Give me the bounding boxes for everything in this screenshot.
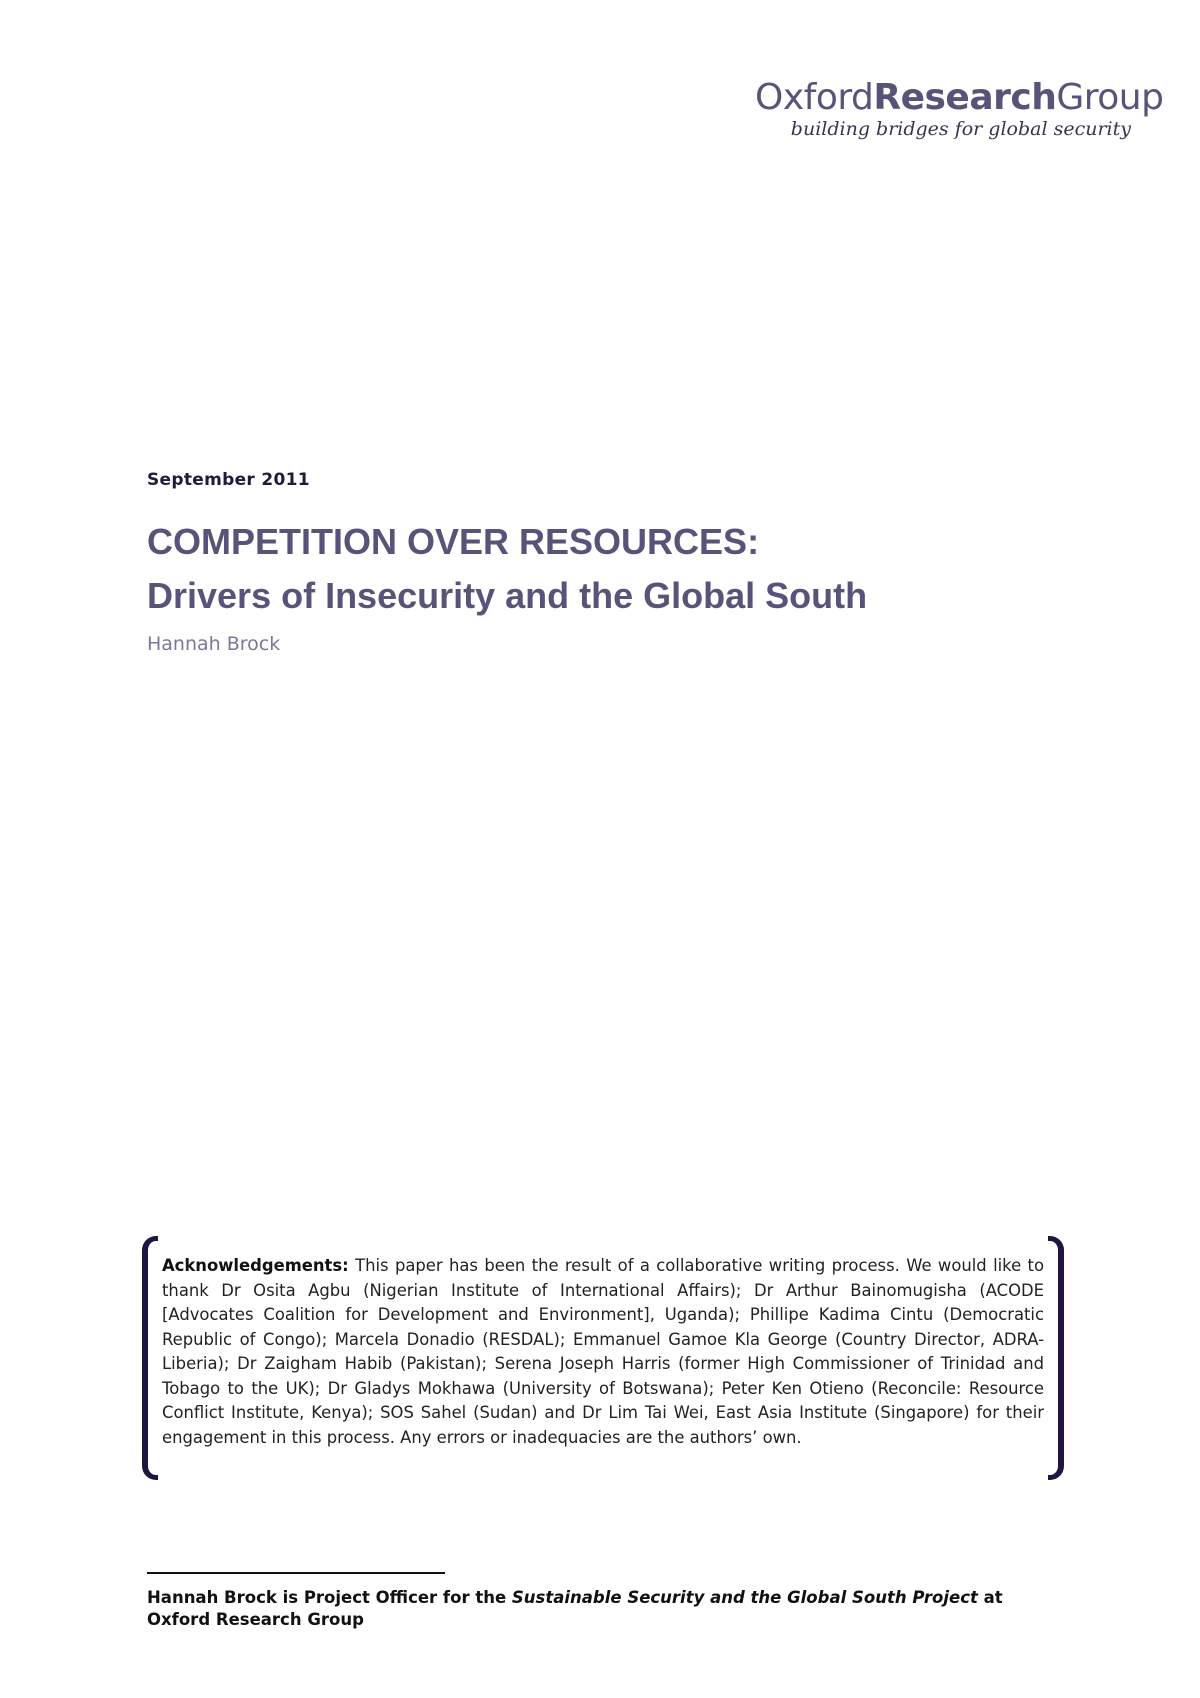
acknowledgements-text xyxy=(162,1254,1044,1450)
document-title xyxy=(147,515,867,623)
publication-date: September 2011 xyxy=(147,470,310,490)
title-line-2: Drivers of Insecurity and the Global South xyxy=(147,575,868,616)
title-line-1: COMPETITION OVER RESOURCES: xyxy=(147,521,760,562)
footnote-project-name: Sustainable Security and the Global South Project xyxy=(511,1588,978,1607)
logo-tagline: building bridges for global security xyxy=(790,118,1131,140)
logo-group: Group xyxy=(1056,77,1164,118)
author-footnote xyxy=(147,1587,1027,1631)
acknowledgements-label: Acknowledgements: xyxy=(162,1256,349,1275)
organization-logo xyxy=(755,77,1164,140)
logo-wordmark xyxy=(755,77,1164,118)
logo-research: Research xyxy=(873,77,1057,118)
footnote-divider xyxy=(147,1572,445,1574)
footnote-part-2: at Oxford Research Group xyxy=(147,1588,1003,1629)
logo-oxford: Oxford xyxy=(755,77,874,118)
author-name: Hannah Brock xyxy=(147,633,281,655)
left-bracket xyxy=(142,1236,158,1480)
acknowledgements-box xyxy=(142,1236,1064,1480)
acknowledgements-body: This paper has been the result of a collaborative writing process. We would like to thank Dr Osita Agbu (Nigerian Institute of International Affairs); Dr Arthur Bainomugisha (ACODE [Advocates Coalition for Development and Environment], Uganda); Phillipe Kadima Cintu (Democratic Republic of Congo); Marcela Donadio (RESDAL); Emmanuel Gamoe Kla George (Country Director, ADRA-Liberia); Dr Zaigham Habib (Pakistan); Serena Joseph Harris (former High Commissioner of Trinidad and Tobago to the UK); Dr Gladys Mokhawa (University of Botswana); Peter Ken Otieno (Reconcile: Resource Conflict Institute, Kenya); SOS Sahel (Sudan) and Dr Lim Tai Wei, East Asia Institute (Singapore) for their engagement in this process. Any errors or inadequacies are the authors’ own. xyxy=(162,1256,1044,1447)
footnote-part-1: Hannah Brock is Project Officer for the xyxy=(147,1588,512,1607)
right-bracket xyxy=(1048,1236,1064,1480)
